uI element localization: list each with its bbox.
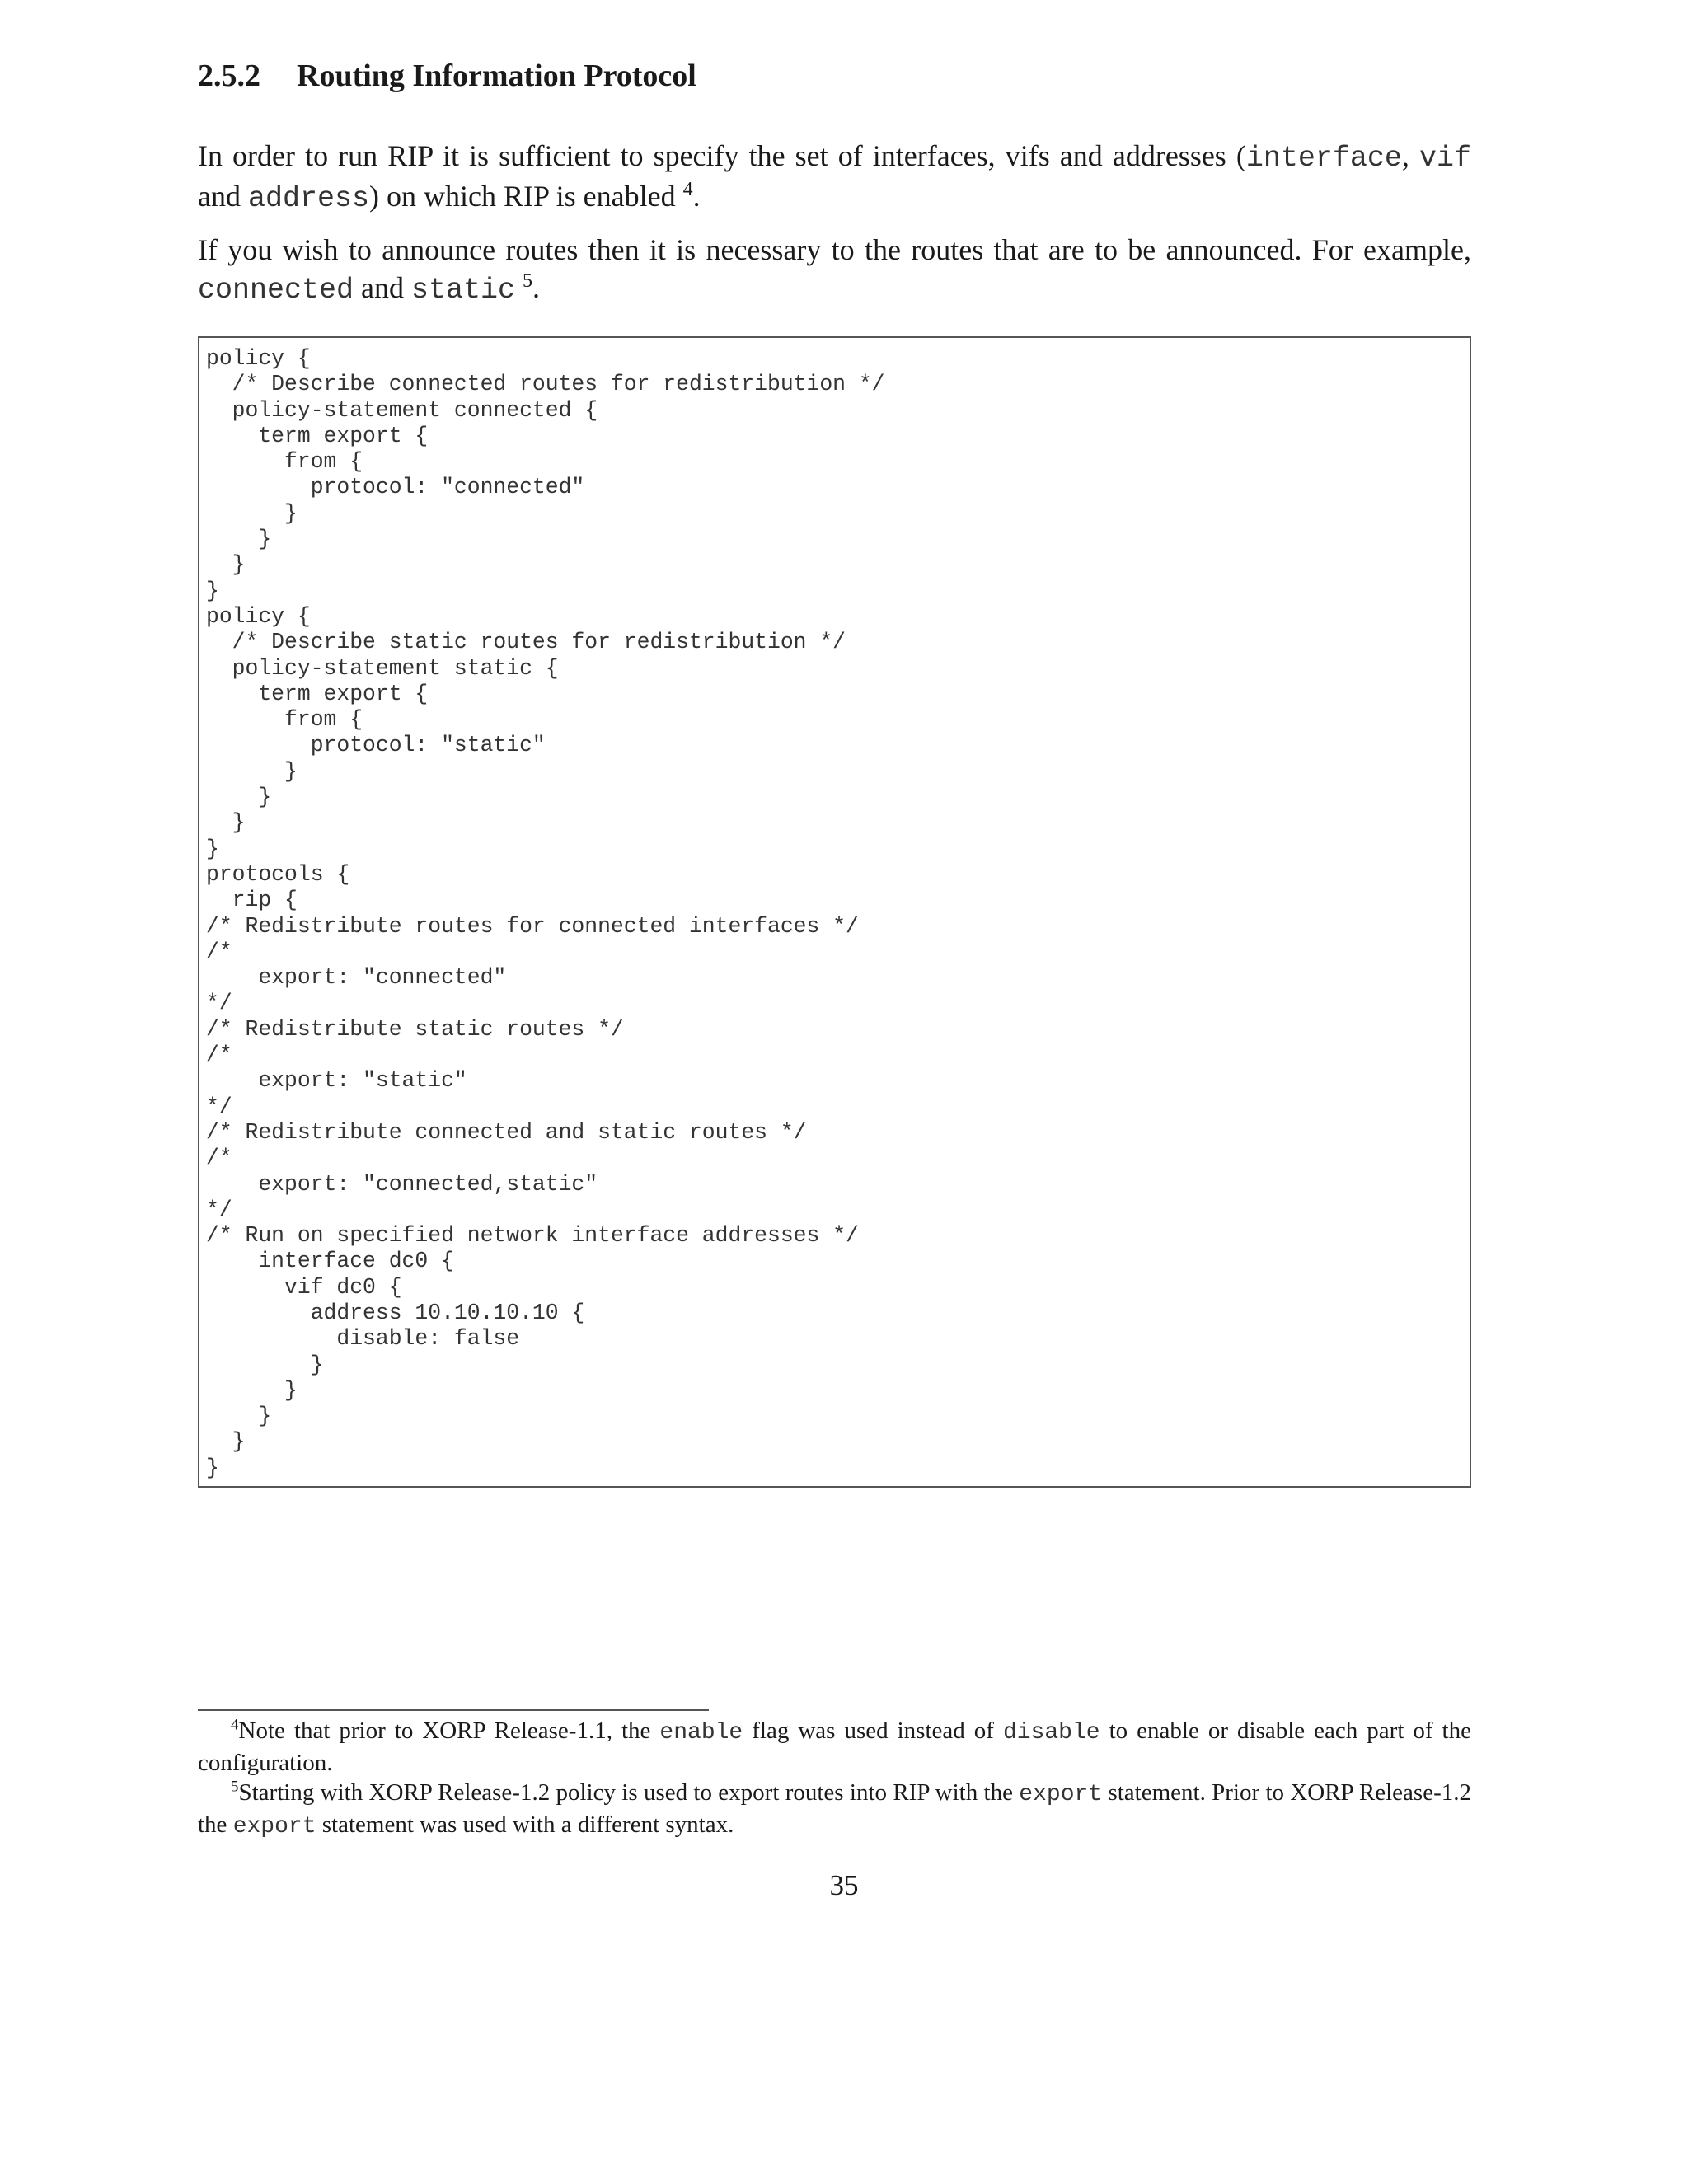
code-term-export: export (232, 1814, 316, 1840)
text-run: , (1401, 139, 1419, 172)
footnote-ref-5[interactable]: 5 (523, 270, 533, 292)
text-run: If you wish to announce routes then it is necessary to the routes that are to be announced. For example, (198, 233, 1471, 266)
paragraph-rip-interfaces (198, 137, 1471, 218)
section-title: Routing Information Protocol (297, 59, 696, 93)
footnote-ref-4[interactable]: 4 (682, 179, 693, 200)
footnote-divider (198, 1709, 709, 1711)
text-run: flag was used instead of (743, 1718, 1003, 1744)
code-term-static: static (411, 274, 516, 307)
text-run: . (692, 180, 701, 213)
code-term-enable: enable (659, 1720, 743, 1746)
code-listing: policy { /* Describe connected routes for redistribution */ policy-statement connected { term export { from { protocol: "connected" } } } } policy { /* Describe static routes for redistribution */ policy-statement static { term export { from { protocol: "static" } } } } protocols { rip { /* Redistribute routes for connected interfaces */ /* export: "connected" */ /* Redistribute static routes */ /* export: "static" */ /* Redistribute connected and static routes */ /* export: "connected,static" */ /* Run on specified network interface addresses */ interface dc0 { vif dc0 { address 10.10.10.10 { disable: false } } } } } (206, 346, 885, 1480)
text-run (515, 271, 523, 304)
paragraph-announce-routes (198, 231, 1471, 309)
footnote-4 (198, 1716, 1471, 1778)
code-term-disable: disable (1002, 1720, 1100, 1746)
footnotes (198, 1716, 1471, 1842)
text-run: Note that prior to XORP Release-1.1, the (238, 1718, 660, 1744)
footnote-marker: 5 (231, 1778, 239, 1796)
text-run: Starting with XORP Release-1.2 policy is used to export routes into RIP with the (238, 1779, 1020, 1806)
text-run: statement. Prior to XORP Release-1.2 the (198, 1779, 1471, 1838)
text-run: and (198, 180, 248, 213)
text-run: In order to run RIP it is sufficient to specify the set of interfaces, vifs and addresses ( (198, 139, 1246, 172)
text-run: ) on which RIP is enabled (369, 180, 683, 213)
page-number: 35 (829, 1869, 859, 1901)
section-heading (198, 58, 696, 94)
code-term-export: export (1019, 1782, 1103, 1807)
text-run: statement was used with a different syntax. (316, 1811, 734, 1838)
code-term-vif: vif (1418, 142, 1471, 175)
footnote-marker: 4 (231, 1716, 239, 1734)
footnote-5 (198, 1778, 1471, 1842)
section-number: 2.5.2 (198, 59, 260, 93)
text-run: . (532, 271, 541, 304)
code-term-address: address (247, 182, 370, 215)
code-term-connected: connected (198, 274, 354, 307)
text-run: to enable or disable each part of the configuration. (198, 1718, 1471, 1776)
code-term-interface: interface (1245, 142, 1402, 175)
text-run: and (354, 271, 412, 304)
code-listing-box (198, 336, 1471, 1488)
